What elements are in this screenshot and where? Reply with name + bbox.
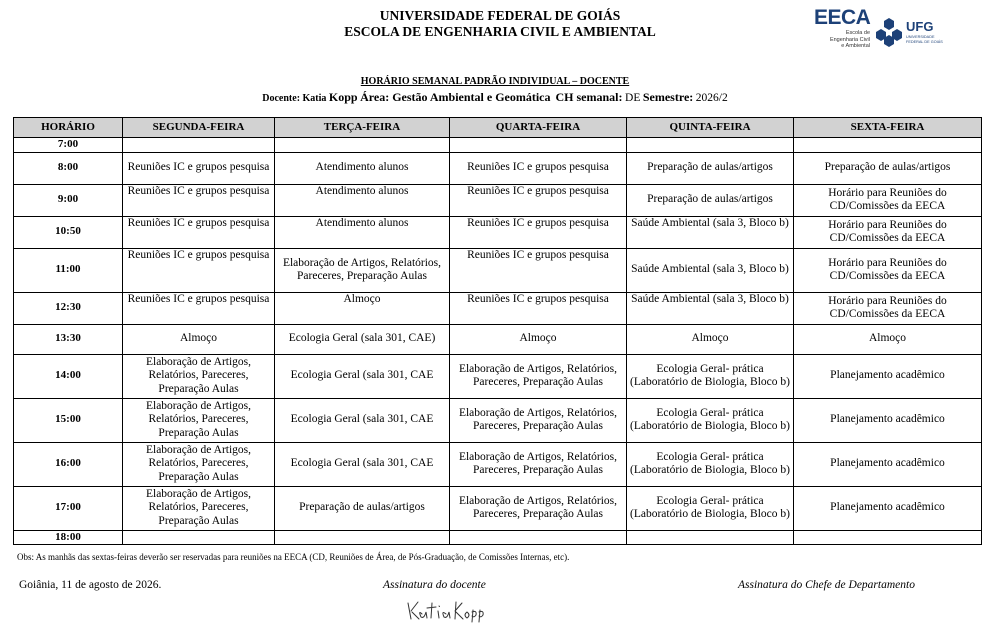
- schedule-cell: Almoço: [450, 324, 627, 354]
- area-label: Área: Gestão Ambiental e Geomática: [360, 90, 551, 104]
- university-name: UNIVERSIDADE FEDERAL DE GOIÁS: [379, 8, 621, 23]
- docente-signature-label: Assinatura do docente: [383, 579, 486, 591]
- schedule-table: [13, 117, 982, 545]
- time-cell: 14:00: [14, 354, 123, 398]
- schedule-cell: Elaboração de Artigos, Relatórios, Pareceres, Preparação Aulas: [123, 486, 275, 530]
- schedule-cell: Preparação de aulas/artigos: [275, 486, 450, 530]
- table-row: [14, 248, 982, 292]
- table-row: [14, 530, 982, 545]
- table-row: [14, 184, 982, 216]
- schedule-cell: [123, 530, 275, 545]
- time-cell: 12:30: [14, 292, 123, 324]
- docente-label: Docente:: [262, 93, 301, 104]
- schedule-cell: Ecologia Geral- prática (Laboratório de Biologia, Bloco b): [627, 354, 794, 398]
- schedule-cell: Reuniões IC e grupos pesquisa: [123, 248, 275, 292]
- schedule-cell: Almoço: [123, 324, 275, 354]
- table-row: [14, 138, 982, 153]
- schedule-cell: Reuniões IC e grupos pesquisa: [123, 184, 275, 216]
- schedule-cell: Almoço: [794, 324, 982, 354]
- schedule-cell: [627, 530, 794, 545]
- schedule-cell: Ecologia Geral (sala 301, CAE: [275, 398, 450, 442]
- time-cell: 10:50: [14, 216, 123, 248]
- schedule-cell: Reuniões IC e grupos pesquisa: [123, 292, 275, 324]
- schedule-cell: Reuniões IC e grupos pesquisa: [450, 216, 627, 248]
- time-cell: 7:00: [14, 138, 123, 153]
- ufg-hexagon-icon: [873, 16, 905, 48]
- ch-label: CH semanal:: [555, 90, 623, 104]
- schedule-cell: Planejamento acadêmico: [794, 398, 982, 442]
- time-cell: 17:00: [14, 486, 123, 530]
- time-cell: 16:00: [14, 442, 123, 486]
- schedule-cell: Horário para Reuniões do CD/Comissões da EECA: [794, 292, 982, 324]
- table-header-row: [14, 118, 982, 138]
- table-row: [14, 354, 982, 398]
- eeca-logo-subtitle: [812, 30, 870, 50]
- docente-info: [0, 90, 990, 105]
- schedule-cell: Preparação de aulas/artigos: [627, 184, 794, 216]
- schedule-cell: Reuniões IC e grupos pesquisa: [450, 184, 627, 216]
- handwritten-signature: [405, 597, 485, 623]
- eeca-sub-2: Engenharia Civil: [829, 36, 870, 43]
- ch-value: DE: [625, 92, 641, 104]
- schedule-cell: Elaboração de Artigos, Relatórios, Pareceres, Preparação Aulas: [450, 354, 627, 398]
- observation-note: Obs: As manhãs das sextas-feiras deverão ser reservadas para reuniões na EECA (CD, Reuniões de Área, de Pós-Graduação, de Comissões Internas, etc).: [17, 552, 570, 562]
- schedule-cell: Elaboração de Artigos, Relatórios, Pareceres, Preparação Aulas: [123, 398, 275, 442]
- schedule-cell: Planejamento acadêmico: [794, 486, 982, 530]
- schedule-cell: [794, 138, 982, 153]
- schedule-cell: Elaboração de Artigos, Relatórios, Pareceres, Preparação Aulas: [450, 442, 627, 486]
- time-cell: 13:30: [14, 324, 123, 354]
- schedule-cell: Elaboração de Artigos, Relatórios, Pareceres, Preparação Aulas: [450, 398, 627, 442]
- schedule-cell: Horário para Reuniões do CD/Comissões da EECA: [794, 216, 982, 248]
- column-header: HORÁRIO: [14, 118, 123, 138]
- column-header: SEGUNDA-FEIRA: [123, 118, 275, 138]
- schedule-cell: Almoço: [275, 292, 450, 324]
- time-cell: 9:00: [14, 184, 123, 216]
- time-cell: 18:00: [14, 530, 123, 545]
- eeca-logo-text: EECA: [814, 6, 871, 29]
- docente-first-name: Katia: [302, 93, 327, 104]
- semestre-label: Semestre:: [642, 90, 694, 104]
- schedule-cell: Reuniões IC e grupos pesquisa: [450, 292, 627, 324]
- column-header: TERÇA-FEIRA: [275, 118, 450, 138]
- schedule-cell: [794, 530, 982, 545]
- schedule-cell: Planejamento acadêmico: [794, 442, 982, 486]
- schedule-cell: Reuniões IC e grupos pesquisa: [450, 248, 627, 292]
- schedule-cell: Preparação de aulas/artigos: [627, 152, 794, 184]
- place-date: Goiânia, 11 de agosto de 2026.: [19, 579, 162, 591]
- docente-last-name: Kopp: [328, 90, 358, 104]
- table-row: [14, 442, 982, 486]
- schedule-cell: Atendimento alunos: [275, 152, 450, 184]
- schedule-cell: Elaboração de Artigos, Relatórios, Pareceres, Preparação Aulas: [123, 354, 275, 398]
- schedule-cell: [450, 530, 627, 545]
- schedule-cell: Ecologia Geral (sala 301, CAE: [275, 354, 450, 398]
- ufg-sub-1: UNIVERSIDADE: [906, 35, 935, 39]
- school-name: ESCOLA DE ENGENHARIA CIVIL E AMBIENTAL: [344, 24, 656, 39]
- schedule-cell: Saúde Ambiental (sala 3, Bloco b): [627, 248, 794, 292]
- table-row: [14, 152, 982, 184]
- ufg-logo-text: UFG: [906, 19, 934, 34]
- eeca-sub-1: Escola de: [845, 30, 870, 36]
- schedule-cell: [123, 138, 275, 153]
- eeca-sub-3: e Ambiental: [841, 43, 870, 49]
- schedule-cell: Saúde Ambiental (sala 3, Bloco b): [627, 216, 794, 248]
- schedule-title: HORÁRIO SEMANAL PADRÃO INDIVIDUAL – DOCENTE: [360, 76, 630, 87]
- schedule-cell: Horário para Reuniões do CD/Comissões da EECA: [794, 184, 982, 216]
- schedule-cell: Reuniões IC e grupos pesquisa: [123, 216, 275, 248]
- schedule-cell: Horário para Reuniões do CD/Comissões da EECA: [794, 248, 982, 292]
- schedule-cell: [627, 138, 794, 153]
- semestre-value: 2026/2: [695, 92, 728, 104]
- schedule-cell: Planejamento acadêmico: [794, 354, 982, 398]
- table-row: [14, 486, 982, 530]
- schedule-cell: Almoço: [627, 324, 794, 354]
- eeca-ufg-logo: [812, 6, 942, 54]
- schedule-cell: Elaboração de Artigos, Relatórios, Pareceres, Preparação Aulas: [123, 442, 275, 486]
- time-cell: 11:00: [14, 248, 123, 292]
- ufg-logo-subtitle: [906, 35, 946, 44]
- column-header: SEXTA-FEIRA: [794, 118, 982, 138]
- schedule-cell: Atendimento alunos: [275, 184, 450, 216]
- schedule-cell: Ecologia Geral (sala 301, CAE: [275, 442, 450, 486]
- schedule-cell: Saúde Ambiental (sala 3, Bloco b): [627, 292, 794, 324]
- column-header: QUINTA-FEIRA: [627, 118, 794, 138]
- column-header: QUARTA-FEIRA: [450, 118, 627, 138]
- table-row: [14, 398, 982, 442]
- schedule-cell: Ecologia Geral- prática (Laboratório de Biologia, Bloco b): [627, 486, 794, 530]
- ufg-sub-2: FEDERAL DE GOIÁS: [906, 39, 943, 44]
- chefe-signature-label: Assinatura do Chefe de Departamento: [738, 579, 915, 591]
- schedule-cell: Reuniões IC e grupos pesquisa: [450, 152, 627, 184]
- schedule-cell: Reuniões IC e grupos pesquisa: [123, 152, 275, 184]
- schedule-cell: Elaboração de Artigos, Relatórios, Pareceres, Preparação Aulas: [275, 248, 450, 292]
- schedule-cell: [450, 138, 627, 153]
- schedule-cell: Preparação de aulas/artigos: [794, 152, 982, 184]
- schedule-cell: Atendimento alunos: [275, 216, 450, 248]
- schedule-cell: Ecologia Geral- prática (Laboratório de Biologia, Bloco b): [627, 398, 794, 442]
- schedule-cell: Ecologia Geral (sala 301, CAE): [275, 324, 450, 354]
- table-row: [14, 324, 982, 354]
- schedule-cell: Ecologia Geral- prática (Laboratório de Biologia, Bloco b): [627, 442, 794, 486]
- time-cell: 15:00: [14, 398, 123, 442]
- schedule-cell: [275, 530, 450, 545]
- time-cell: 8:00: [14, 152, 123, 184]
- table-row: [14, 292, 982, 324]
- schedule-cell: [275, 138, 450, 153]
- schedule-cell: Elaboração de Artigos, Relatórios, Pareceres, Preparação Aulas: [450, 486, 627, 530]
- table-row: [14, 216, 982, 248]
